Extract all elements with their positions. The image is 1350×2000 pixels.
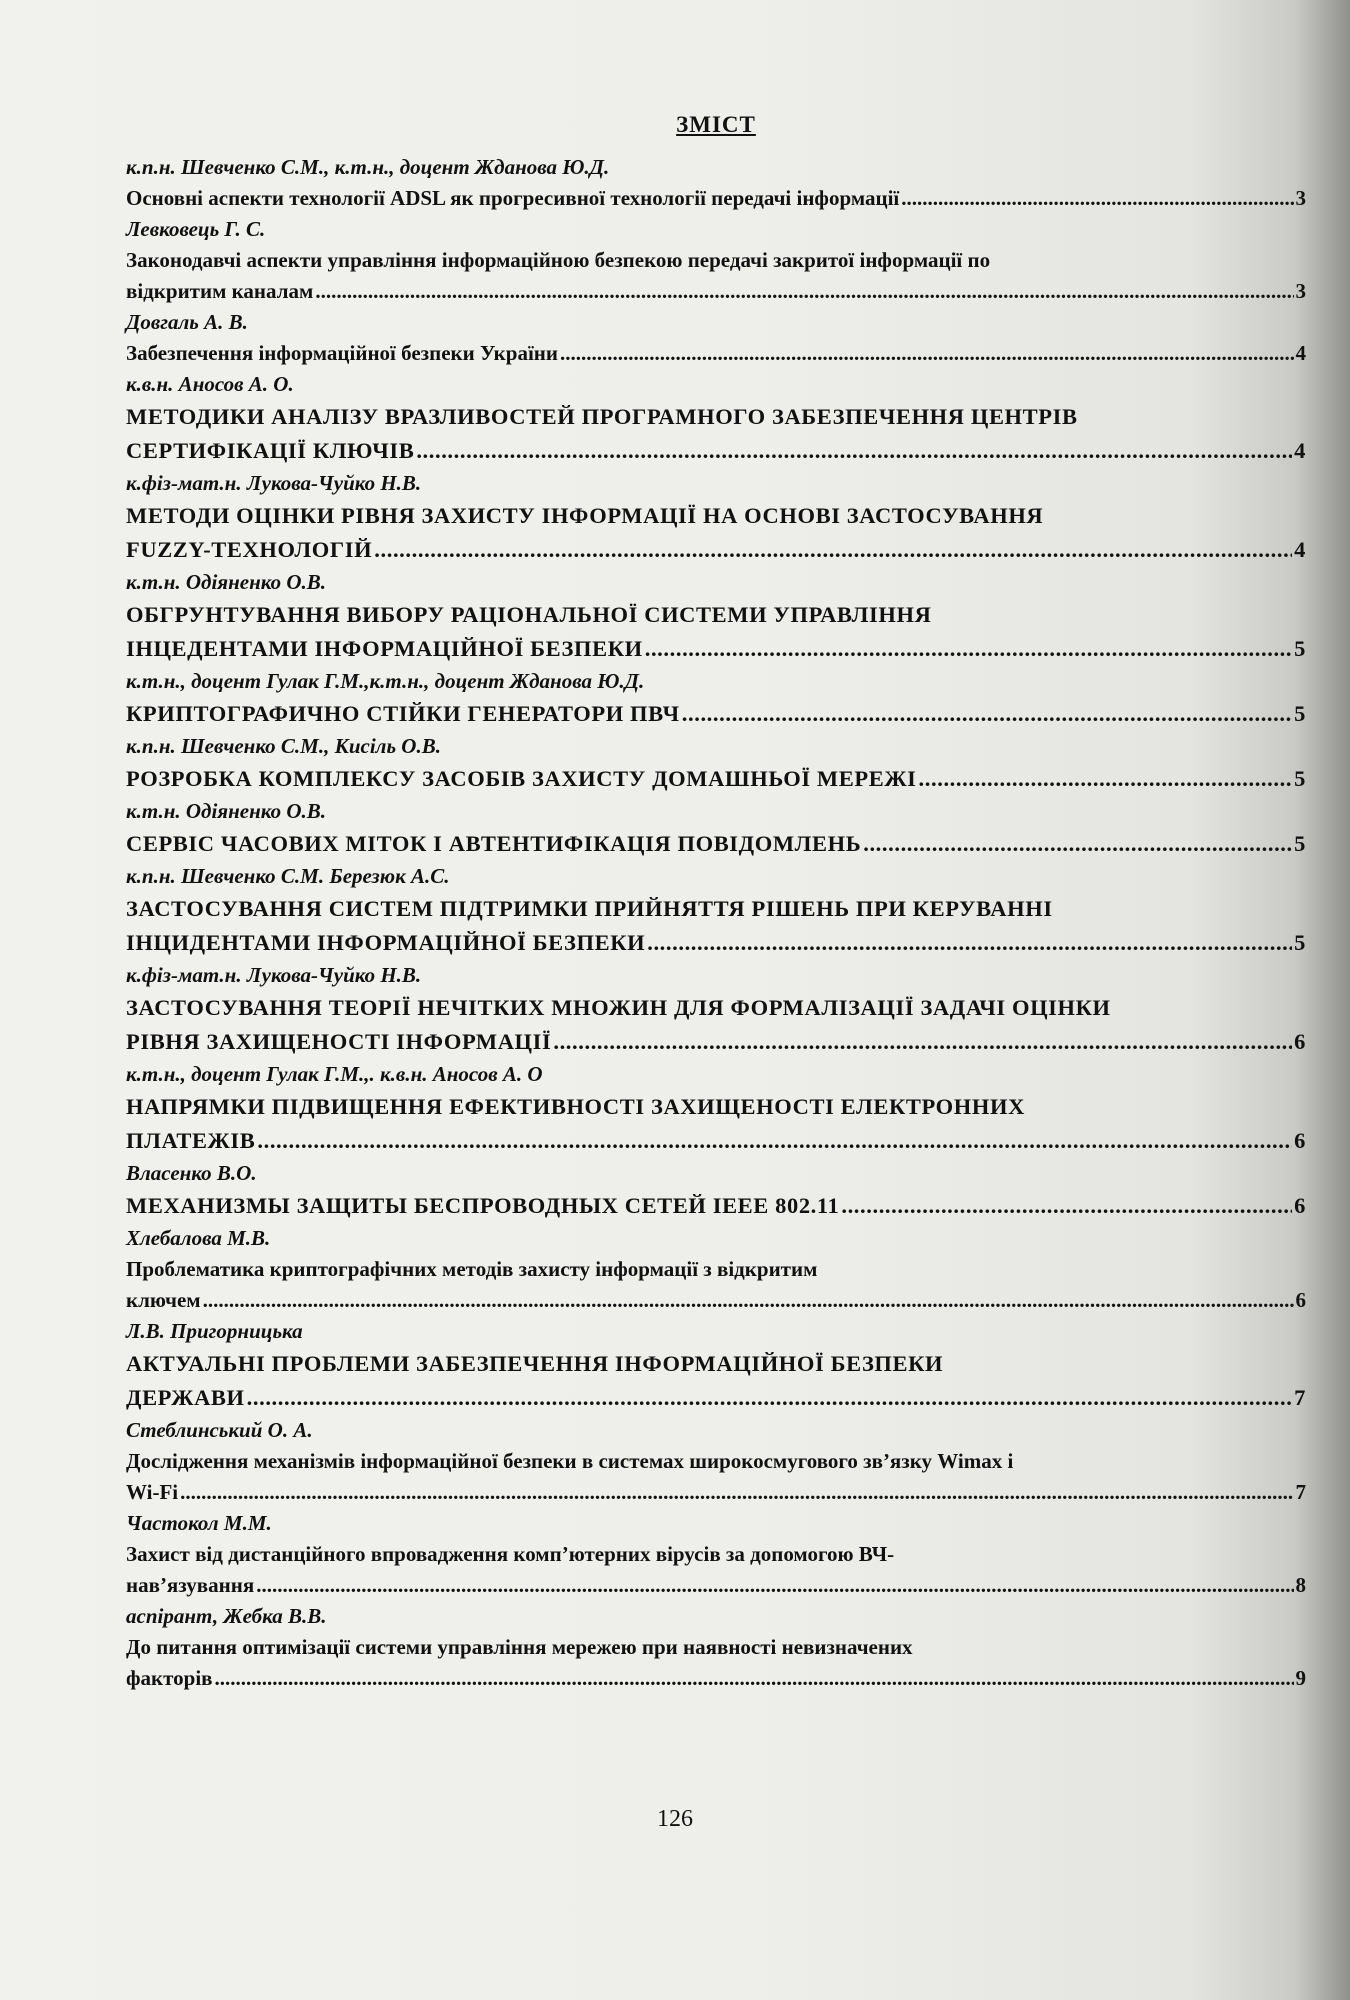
entry-title-line [126,434,1306,468]
entry-title: МЕХАНИЗМЫ ЗАЩИТЫ БЕСПРОВОДНЫХ СЕТЕЙ IEEE 802.11 [126,1193,840,1218]
dot-leader [919,762,1293,796]
entry-title-line [126,1189,1306,1223]
entry-author: к.т.н. Одіяненко О.В. [126,799,327,823]
entry-author: к.п.н. Шевченко С.М., к.т.н., доцент Жданова Ю.Д. [126,155,610,179]
entry-page-number: 4 [1294,537,1306,562]
toc-entry [126,731,1306,796]
entry-page-number: 5 [1294,701,1306,726]
entry-page-number: 5 [1294,930,1306,955]
entry-title: АКТУАЛЬНІ ПРОБЛЕМИ ЗАБЕЗПЕЧЕННЯ ІНФОРМАЦІЙНОЇ БЕЗПЕКИ [126,1351,944,1376]
entry-page-number: 5 [1294,636,1306,661]
entry-author: Частокол М.М. [126,1511,272,1535]
entry-author: к.п.н. Шевченко С.М., Кисіль О.В. [126,734,441,758]
toc-entry [126,960,1306,1059]
dot-leader [863,827,1292,861]
dot-leader [257,1124,1292,1158]
entry-title-line [126,827,1306,861]
dot-leader [256,1570,1293,1601]
toc-entry [126,214,1306,307]
entry-title: Проблематика криптографічних методів захисту інформації з відкритим [126,1257,818,1281]
dot-leader [374,533,1292,567]
entry-title-line [126,697,1306,731]
toc-entry [126,1059,1306,1158]
entry-title-continuation: FUZZY-ТЕХНОЛОГІЙ [126,537,373,562]
toc-entry [126,369,1306,468]
entry-page-number: 6 [1294,1193,1306,1218]
dot-leader [203,1285,1294,1316]
entry-author: к.фіз-мат.н. Лукова-Чуйко Н.В. [126,963,422,987]
toc-entry [126,1223,1306,1316]
dot-leader [560,338,1294,369]
toc-entry [126,307,1306,369]
toc-entry [126,152,1306,214]
entry-title-line [126,1570,1306,1601]
entry-author: к.т.н. Одіяненко О.В. [126,570,327,594]
dot-leader [215,1663,1294,1694]
entry-title-continuation: ІНЦИДЕНТАМИ ІНФОРМАЦІЙНОЇ БЕЗПЕКИ [126,930,646,955]
toc-entry [126,796,1306,861]
entry-author: Довгаль А. В. [126,310,248,334]
table-of-contents [126,112,1306,1694]
entry-title-line [126,533,1306,567]
entry-page-number: 3 [1295,279,1306,303]
entry-title-line [126,1025,1306,1059]
entry-title-line [126,1663,1306,1694]
entry-title: Законодавчі аспекти управління інформаційною безпекою передачі закритої інформації по [126,248,991,272]
toc-entry [126,1508,1306,1601]
entry-title-continuation: нав’язування [126,1573,255,1597]
entry-title-line [126,1477,1306,1508]
entry-author: к.т.н., доцент Гулак Г.М.,к.т.н., доцент Жданова Ю.Д. [126,669,645,693]
entry-page-number: 8 [1295,1573,1306,1597]
entry-title: Захист від дистанційного впровадження комп’ютерних вірусів за допомогою ВЧ- [126,1542,895,1566]
entry-title: МЕТОДИКИ АНАЛІЗУ ВРАЗЛИВОСТЕЙ ПРОГРАМНОГО ЗАБЕЗПЕЧЕННЯ ЦЕНТРІВ [126,404,1078,429]
toc-entry [126,1158,1306,1223]
dot-leader [247,1381,1292,1415]
entry-author: к.т.н., доцент Гулак Г.М.,. к.в.н. Аносов А. О [126,1062,543,1086]
page-number: 126 [657,1806,693,1832]
dot-leader [901,183,1293,214]
entry-page-number: 6 [1294,1128,1306,1153]
entry-title-line [126,1285,1306,1316]
entry-author: Левковець Г. С. [126,217,266,241]
entry-title-continuation: Wi-Fi [126,1480,179,1504]
toc-entry [126,567,1306,666]
page-title: ЗМІСТ [676,112,756,137]
dot-leader [645,632,1292,666]
toc-entry [126,1415,1306,1508]
entry-title-line [126,338,1306,369]
entry-title-continuation: ключем [126,1288,201,1312]
toc-entry [126,1601,1306,1694]
entry-title-line [126,276,1306,307]
entry-author: Стеблинський О. А. [126,1418,313,1442]
entry-page-number: 7 [1294,1385,1306,1410]
dot-leader [553,1025,1292,1059]
entry-title: Основні аспекти технології ADSL як прогресивної технології передачі інформації [126,186,900,210]
entry-page-number: 4 [1294,438,1306,463]
entry-title: ЗАСТОСУВАННЯ ТЕОРІЇ НЕЧІТКИХ МНОЖИН ДЛЯ ФОРМАЛІЗАЦІЇ ЗАДАЧІ ОЦІНКИ [126,995,1111,1020]
entry-title-line [126,762,1306,796]
entry-title-continuation: РІВНЯ ЗАХИЩЕНОСТІ ІНФОРМАЦІЇ [126,1029,552,1054]
entry-page-number: 6 [1294,1029,1306,1054]
entry-page-number: 7 [1295,1480,1306,1504]
dot-leader [315,276,1293,307]
entry-title: КРИПТОГРАФИЧНО СТІЙКИ ГЕНЕРАТОРИ ПВЧ [126,701,680,726]
entry-title: РОЗРОБКА КОМПЛЕКСУ ЗАСОБІВ ЗАХИСТУ ДОМАШНЬОЇ МЕРЕЖІ [126,766,917,791]
entry-author: Власенко В.О. [126,1161,257,1185]
dot-leader [180,1477,1293,1508]
entry-title-continuation: СЕРТИФІКАЦІЇ КЛЮЧІВ [126,438,415,463]
toc-entry [126,468,1306,567]
entry-page-number: 3 [1295,186,1306,210]
entry-title: ОБГРУНТУВАННЯ ВИБОРУ РАЦІОНАЛЬНОЇ СИСТЕМИ УПРАВЛІННЯ [126,602,932,627]
entry-title: ЗАСТОСУВАННЯ СИСТЕМ ПІДТРИМКИ ПРИЙНЯТТЯ РІШЕНЬ ПРИ КЕРУВАННІ [126,896,1053,921]
entry-title: До питання оптимізації системи управління мережею при наявності невизначених [126,1635,913,1659]
dot-leader [841,1189,1292,1223]
entry-page-number: 5 [1294,831,1306,856]
entry-title: НАПРЯМКИ ПІДВИЩЕННЯ ЕФЕКТИВНОСТІ ЗАХИЩЕНОСТІ ЕЛЕКТРОННИХ [126,1094,1025,1119]
dot-leader [416,434,1292,468]
dot-leader [682,697,1292,731]
toc-entry [126,666,1306,731]
entry-page-number: 9 [1295,1666,1306,1690]
entry-page-number: 4 [1295,341,1306,365]
entry-author: Хлебалова М.В. [126,1226,271,1250]
entry-author: к.фіз-мат.н. Лукова-Чуйко Н.В. [126,471,422,495]
entry-title: Дослідження механізмів інформаційної безпеки в системах широкосмугового зв’язку Wimax і [126,1449,1014,1473]
entry-title-continuation: ПЛАТЕЖІВ [126,1128,256,1153]
entry-author: аспірант, Жебка В.В. [126,1604,327,1628]
entry-title-line [126,926,1306,960]
entry-author: к.п.н. Шевченко С.М. Березюк А.С. [126,864,450,888]
entry-title: МЕТОДИ ОЦІНКИ РІВНЯ ЗАХИСТУ ІНФОРМАЦІЇ НА ОСНОВІ ЗАСТОСУВАННЯ [126,503,1044,528]
entry-title: Забезпечення інформаційної безпеки України [126,341,558,365]
entry-title-line [126,632,1306,666]
entry-author: Л.В. Пригорницька [126,1319,303,1343]
dot-leader [647,926,1292,960]
entry-title-continuation: ДЕРЖАВИ [126,1385,245,1410]
entry-title-continuation: ІНЦЕДЕНТАМИ ІНФОРМАЦІЙНОЇ БЕЗПЕКИ [126,636,643,661]
entry-title-line [126,1381,1306,1415]
entry-title-line [126,1124,1306,1158]
entry-page-number: 5 [1294,766,1306,791]
toc-entry [126,861,1306,960]
entry-title-continuation: відкритим каналам [126,279,314,303]
entry-author: к.в.н. Аносов А. О. [126,372,294,396]
entry-title-continuation: факторів [126,1666,213,1690]
toc-entry [126,1316,1306,1415]
entry-title-line [126,183,1306,214]
entry-page-number: 6 [1295,1288,1306,1312]
entry-title: СЕРВІС ЧАСОВИХ МІТОК І АВТЕНТИФІКАЦІЯ ПОВІДОМЛЕНЬ [126,831,862,856]
